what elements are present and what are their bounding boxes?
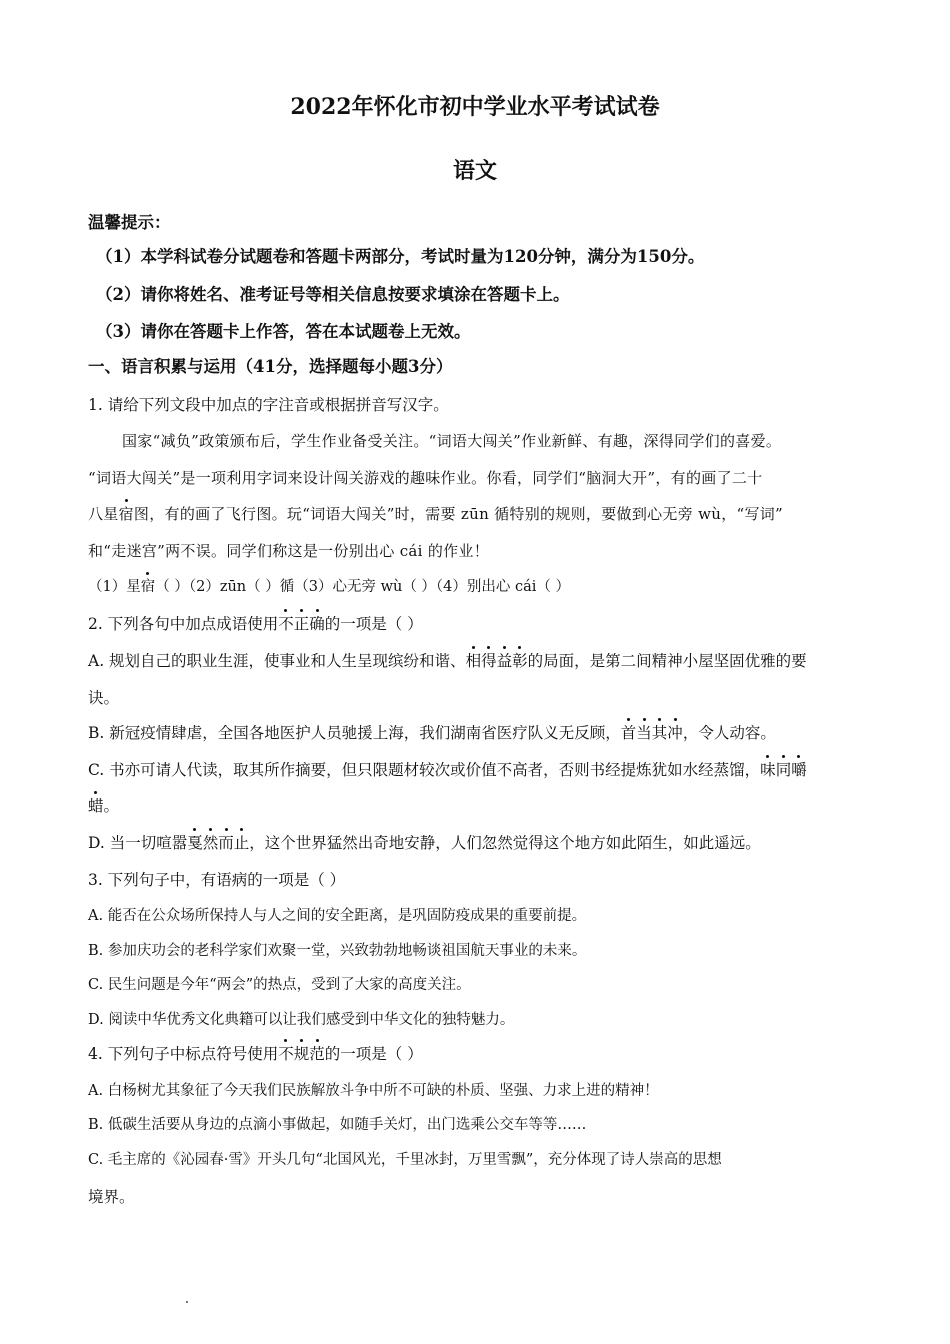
option-a-cont: 诀。: [88, 689, 120, 707]
dotted-char: 益: [496, 652, 513, 670]
dotted-char: 其: [651, 724, 668, 742]
option-a: A. 白杨树尤其象征了今天我们民族解放斗争中所不可缺的朴质、坚强、力求上进的精神！: [88, 1083, 659, 1099]
dotted-char: 不: [278, 615, 294, 633]
option-c-cont: [88, 795, 880, 817]
dotted-phrase: [278, 1045, 325, 1063]
answer-line: [88, 576, 880, 598]
option-text: ，令人动容。: [682, 724, 776, 742]
dotted-char: 冲: [667, 724, 683, 742]
option-text: ，这个世界猛然出奇地安静，人们忽然觉得这个地方如此陌生，如此遥远。: [249, 834, 761, 852]
subject-title: 语文: [452, 158, 497, 184]
passage-line: “词语大闯关”是一项利用字词来设计闯关游戏的趣味作业。你看，同学们“脑洞大开”，有的画了二十: [88, 469, 763, 487]
option-text: 。: [103, 797, 120, 815]
option-c: [88, 759, 880, 781]
dotted-char: 止: [233, 834, 250, 852]
passage-line: 国家“减负”政策颁布后，学生作业备受关注。“词语大闯关”作业新鲜、有趣，深得同学们的喜爱。: [122, 432, 782, 450]
dotted-char: 确: [309, 615, 325, 633]
dotted-char: 而: [218, 834, 234, 852]
notice-item: （1）本学科试卷分试题卷和答题卡两部分，考试时量为120分钟，满分为150分。: [96, 247, 705, 266]
stem-text: 2. 下列各句中加点成语使用: [88, 615, 279, 633]
question-stem: [88, 1043, 880, 1065]
dotted-char: 宿: [118, 505, 134, 523]
dotted-char: 蜡: [88, 797, 104, 815]
option-text: A. 规划自己的职业生涯，使事业和人生呈现缤纷和谐、: [88, 652, 466, 670]
notice-item: （3）请你在答题卡上作答，答在本试题卷上无效。: [96, 322, 471, 341]
dotted-char: 戛: [187, 834, 203, 852]
option-c: C. 民生问题是今年“两会”的热点，受到了大家的高度关注。: [88, 977, 471, 993]
dotted-phrase: [187, 834, 249, 852]
option-b: [88, 722, 880, 744]
dotted-char: 味: [760, 761, 776, 779]
question-stem: 1. 请给下列文段中加点的字注音或根据拼音写汉字。: [88, 396, 449, 414]
dotted-char: 彰: [512, 652, 528, 670]
dotted-char: 正: [293, 615, 310, 633]
dotted-char: 范: [309, 1045, 325, 1063]
stem-text: 4. 下列句子中标点符号使用: [88, 1045, 279, 1063]
dotted-char: 首: [620, 724, 637, 742]
dotted-char: 不: [278, 1045, 294, 1063]
option-text: B. 新冠疫情肆虐，全国各地医护人员驰援上海，我们湖南省医疗队义无反顾，: [88, 724, 621, 742]
option-b: B. 低碳生活要从身边的点滴小事做起，如随手关灯，出门选乘公交车等等……: [88, 1117, 587, 1133]
dotted-phrase: [621, 724, 683, 742]
dotted-char: 相: [465, 652, 482, 670]
answer-text: （ ）（2）zūn（ ）循（3）心无旁 wù（ ）（4）别出心 cái（ ）: [155, 579, 571, 595]
notice-heading: 温馨提示：: [88, 213, 171, 232]
dotted-char: 规: [293, 1045, 310, 1063]
option-d: [88, 832, 880, 854]
dotted-char: 同: [775, 761, 792, 779]
option-d: D. 阅读中华优秀文化典籍可以让我们感受到中华文化的独特魅力。: [88, 1012, 515, 1028]
question-stem: [88, 613, 880, 635]
dotted-char: 宿: [141, 576, 156, 598]
dotted-phrase: [760, 761, 807, 779]
passage-line: 和“走迷宫”两不误。同学们称这是一份别出心 cái 的作业！: [88, 542, 490, 560]
option-text: 的局面，是第二间精神小屋坚固优雅的要: [527, 652, 807, 670]
question-stem: 3. 下列句子中，有语病的一项是（ ）: [88, 871, 346, 889]
passage-text: 图，有的画了飞行图。玩“词语大闯关”时，需要 zūn 循特别的规则，要做到心无旁 wù，“写词”: [133, 505, 784, 523]
option-c: C. 毛主席的《沁园春·雪》开头几句“北国风光，千里冰封，万里雪飘”，充分体现了诗人崇高的思想: [88, 1152, 722, 1168]
dotted-char: 嚼: [791, 761, 807, 779]
option-a: A. 能否在公众场所保持人与人之间的安全距离，是巩固防疫成果的重要前提。: [88, 908, 587, 924]
answer-text: （1）星: [88, 579, 141, 595]
stem-text: 的一项是（ ）: [324, 615, 423, 633]
page-title: 2022年怀化市初中学业水平考试试卷: [290, 94, 660, 120]
dotted-char: 然: [202, 834, 219, 852]
stem-text: 的一项是（ ）: [324, 1045, 423, 1063]
dotted-phrase: [278, 615, 325, 633]
option-c-cont: 境界。: [88, 1188, 135, 1206]
passage-line: [88, 503, 880, 525]
option-a: [88, 650, 880, 672]
passage-text: 八星: [88, 505, 119, 523]
dotted-phrase: [466, 652, 528, 670]
page-mark: [186, 1301, 188, 1303]
option-text: D. 当一切喧嚣: [88, 834, 188, 852]
dotted-char: 得: [481, 652, 497, 670]
option-b: B. 参加庆功会的老科学家们欢聚一堂，兴致勃勃地畅谈祖国航天事业的未来。: [88, 943, 587, 959]
option-text: C. 书亦可请人代读，取其所作摘要，但只限题材较次或价值不高者，否则书经提炼犹如水经蒸馏，: [88, 761, 761, 779]
notice-item: （2）请你将姓名、准考证号等相关信息按要求填涂在答题卡上。: [96, 285, 570, 304]
dotted-char: 当: [636, 724, 652, 742]
section-heading: 一、语言积累与运用（41分，选择题每小题3分）: [88, 357, 453, 376]
